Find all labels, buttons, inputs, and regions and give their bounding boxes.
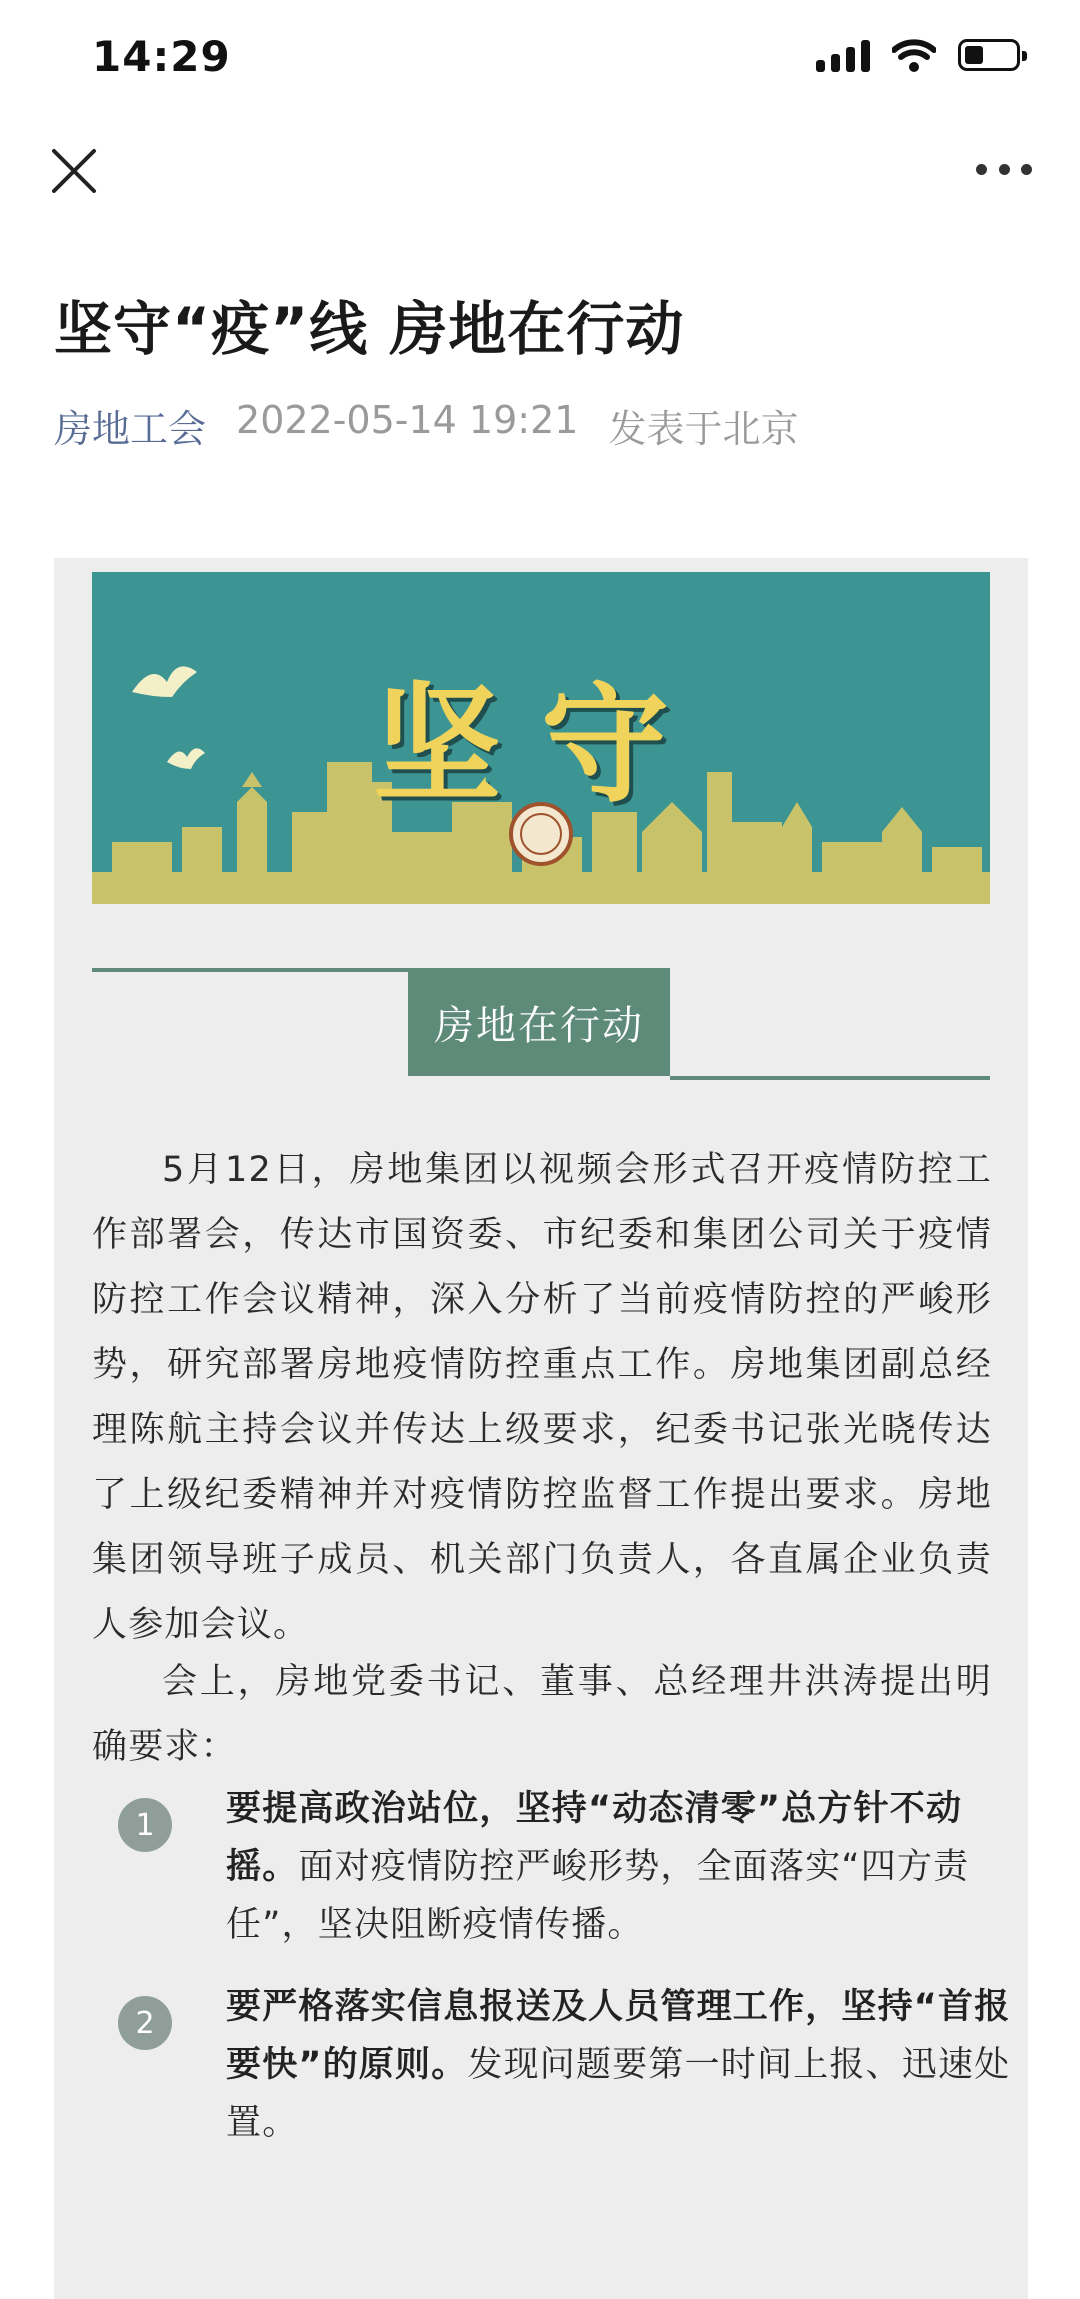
wifi-icon [892, 38, 936, 72]
publish-location: 发表于北京 [608, 407, 799, 451]
battery-icon [958, 39, 1020, 71]
list-number-badge: 2 [118, 1996, 172, 2050]
list-item-body: 面对疫情防控严峻形势，全面落实“四方责任”，坚决阻断疫情传播。 [226, 1847, 970, 1945]
more-icon[interactable] [976, 154, 1032, 184]
list-item-bold: 要提高政治站位，坚持“动态清零”总方针不动摇。 [226, 1789, 963, 1887]
list-item-text [226, 1978, 1016, 2152]
status-time: 14:29 [92, 32, 231, 81]
paragraph: 会上，房地党委书记、董事、总经理井洪涛提出明确要求： [92, 1662, 992, 1767]
list-item-bold: 要严格落实信息报送及人员管理工作，坚持“首报要快”的原则。 [226, 1987, 1011, 2085]
article-content [54, 558, 1028, 2299]
paragraph: 5月12日，房地集团以视频会形式召开疫情防控工作部署会，传达市国资委、市纪委和集团公司关于疫情防控工作会议精神，深入分析了当前疫情防控的严峻形势，研究部署房地疫情防控重点工作。房地集团副总经理陈航主持会议并传达上级要求，纪委书记张光晓传达了上级纪委精神并对疫情防控监督工作提出要求。房地集团领导班子成员、机关部门负责人，各直属企业负责人参加会议。 [92, 1150, 992, 1645]
article-title: 坚守“疫”线 房地在行动 [54, 295, 685, 363]
article-meta [54, 398, 798, 453]
status-bar [0, 0, 1080, 120]
divider [92, 968, 408, 972]
section-title: 房地在行动 [408, 968, 670, 1076]
close-icon[interactable] [48, 145, 100, 197]
author-link[interactable]: 房地工会 [54, 407, 207, 451]
list-item-body: 发现问题要第一时间上报、迅速处置。 [226, 2045, 1011, 2143]
divider [670, 1076, 990, 1080]
list-item-text [226, 1780, 1016, 1954]
banner-image [92, 572, 990, 904]
status-icons [816, 38, 1020, 72]
publish-datetime: 2022-05-14 19:21 [236, 398, 579, 442]
list-number-badge: 1 [118, 1798, 172, 1852]
section-heading [92, 968, 990, 1080]
signal-icon [816, 38, 870, 72]
banner-headline: 坚守 [372, 670, 709, 820]
